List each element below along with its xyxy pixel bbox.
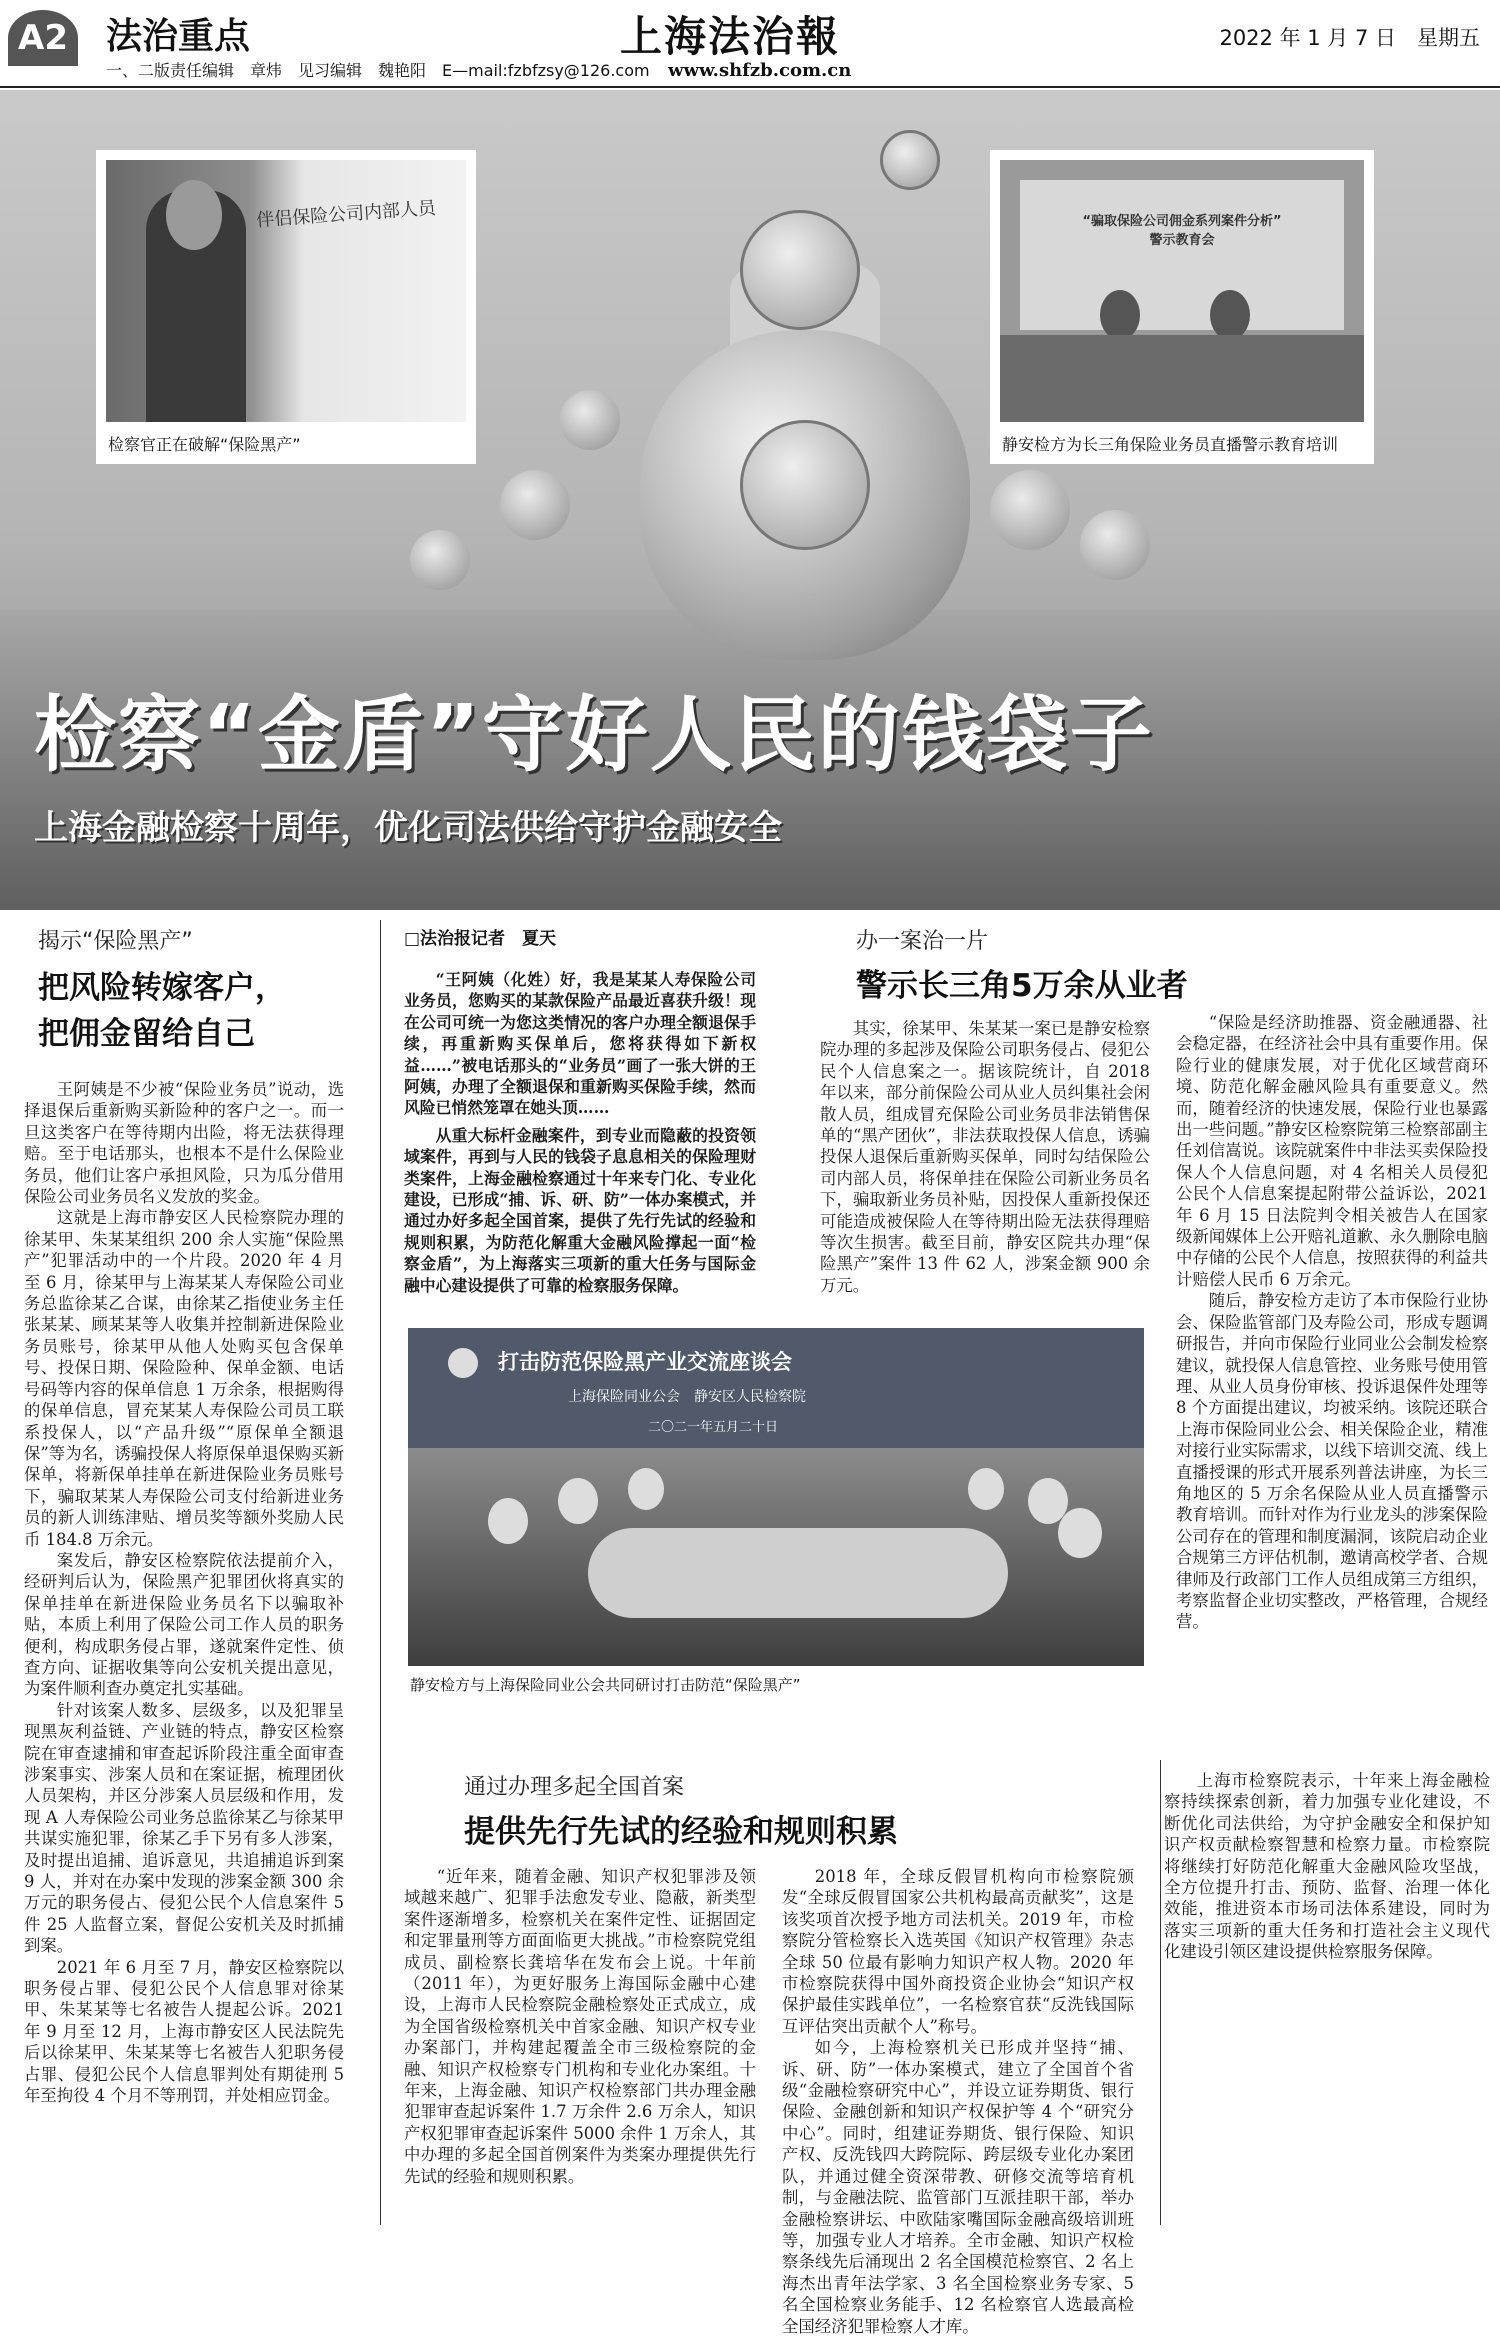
coin-icon [880,130,940,190]
article1-paragraph: 案发后，静安区检察院依法提前介入，经研判后认为，保险黑产犯罪团伙将真实的保单挂单在新进保险业务员名下以骗取补贴，本质上利用了保险公司工作人员的职务便利，构成职务侵占罪，遂就案件定性、侦查方向、证据收集等向公安机关提出意见，为案件顺利查办奠定扎实基础。 [24,1550,344,1699]
article1-paragraph: 2021 年 6 月至 7 月，静安区检察院以职务侵占罪、侵犯公民个人信息罪对徐某甲、朱某某等七名被告人提起公诉。2021 年 9 月至 12 月，上海市静安区人民法院先后以徐某甲、朱某某等七名被告人犯职务侵占罪、侵犯公民个人信息罪判处有期徒刑 5 年至拘役 4 个月不等刑罚，并处相应罚金。 [24,1957,344,2106]
column-rule [380,920,381,2225]
editors-line: 一、二版责任编辑 章炜 见习编辑 魏艳阳 E—mail:fzbfzsy@126.com [106,61,650,80]
article3-paragraph: 上海市检察院表示，十年来上海金融检察持续探索创新，着力加强专业化建设，不断优化司法供给，为守护金融安全和保护知识产权贡献检察智慧和检察力量。市检察院将继续打好防范化解重大金融风险攻坚战，全方位提升打击、预防、监督、治理一体化效能，推进资本市场司法体系建设，同时为落实三项新的重大任务和打造社会主义现代化建设引领区建设提供检察服务保障。 [1164,1771,1490,1962]
article1-paragraph: 这就是上海市静安区人民检察院办理的徐某甲、朱某某组织 200 余人实施“保险黑产”犯罪活动中的一个片段。2020 年 4 月至 6 月，徐某甲与上海某某人寿保险公司业务总监徐某乙合谋，由徐某乙指使业务主任张某某、顾某某等人收集并控制新进保险业务员账号，徐某甲从他人处购买包含保单号、投保日期、保险险种、保单金额、电话号码等内容的保单信息 1 万余条，根据购得的保单信息，冒充某某人寿保险公司员工联系投保人，以“产品升级”“原保单全额退保”等为名，诱骗投保人将原保单退保购买新保单，将新保单挂单在新进保险业务员账号下，骗取某某人寿保险公司支付给新进业务员的新人训练津贴、增员奖等额外奖励人民币 184.8 万余元。 [24,1208,344,1549]
hero-illustration [0,90,1500,890]
article1-paragraph: 王阿姨是不少被“保险业务员”说动，选择退保后重新购买新险种的客户之一。而一旦这类客户在等待期内出险，将无法获得理赔。至于电话那头，也根本不是什么保险业务员，他们让客户承担风险，只为瓜分借用保险公司业务员名义发放的奖金。 [24,1080,344,1207]
article3-paragraph: 2018 年，全球反假冒机构向市检察院颁发“全球反假冒国家公共机构最高贡献奖”，这是该奖项首次授予地方司法机关。2019 年，市检察院分管检察长入选英国《知识产权管理》杂志全球 50 位最有影响力知识产权人物。2020 年市检察院获得中国外商投资企业协会“知识产权保护最佳实践单位”，一名检察官获“反洗钱国际互评估突出贡献个人”称号。 [782,1867,1134,2036]
article3-title: 提供先行先试的经验和规则积累 [464,1814,898,1850]
article1-title-line1: 把风险转嫁客户， [38,970,286,1006]
article3-col-a [404,1866,756,2224]
seminar-banner-date: 二〇二一年五月二十日 [648,1420,779,1435]
article-insurance-blackmarket [24,924,344,2224]
photo-prosecutor [96,150,476,464]
article3-col-c [1164,1770,1490,2224]
column-rule [1160,1760,1161,2225]
article3-kicker: 通过办理多起全国首案 [464,1775,685,1800]
main-subhead: 上海金融检察十周年，优化司法供给守护金融安全 [34,808,782,848]
seminar-banner-sub: 上海保险同业公会 静安区人民检察院 [568,1389,806,1405]
publish-date: 2022 年 1 月 7 日 星期五 [1219,26,1480,50]
seminar-banner-title: 打击防范保险黑产业交流座谈会 [498,1350,792,1374]
section-name: 法治重点 [106,16,251,57]
article3-paragraph: “近年来，随着金融、知识产权犯罪涉及领域越来越广、犯罪手法愈发专业、隐蔽，新类型案件逐渐增多，检察机关在案件定性、证据固定和定罪量刑等方面面临更大挑战。”市检察院党组成员、副检察长龚培华在发布会上说。十年前（2011 年），为更好服务上海国际金融中心建设，上海市人民检察院金融检察处正式成立，成为全国省级检察机关中首家金融、知识产权专业办案部门，并构建起覆盖全市三级检察院的金融、知识产权检察专门机构和专业化办案组。十年来，上海金融、知识产权检察部门共办理金融犯罪审查起诉案件 1.7 万余件 2.6 万余人，知识产权犯罪审查起诉案件 5000 余件 1 万余人，其中办理的多起全国首例案件为类案办理提供先行先试的经验和规则积累。 [404,1867,756,2186]
article2-paragraph: 其实，徐某甲、朱某某一案已是静安检察院办理的多起涉及保险公司职务侵占、侵犯公民个人信息案之一。据该院统计，自 2018 年以来，部分前保险公司从业人员纠集社会闲散人员，组成冒充保险公司业务员非法销售保单的“黑产团伙”，非法获取投保人信息，诱骗投保人退保后重新购买保单，同时勾结保险公司内部人员，将保单挂在保险公司新业务员名下，骗取新业务员补贴，因投保人重新投保还可能造成被保险人在等待期出险无法获得理赔等次生损害。截至目前，静安区院共办理“保险黑产”案件 13 件 62 人，涉案金额 900 余万元。 [820,1019,1150,1295]
article3-paragraph: 如今，上海检察机关已形成并坚持“捕、诉、研、防”一体办案模式，建立了全国首个省级“金融检察研究中心”，并设立证券期货、银行保险、金融创新和知识产权保护等 4 个“研究分中心”。同时，组建证券期货、银行保险、知识产权、反洗钱四大跨院际、跨层级专业化办案团队，并通过健全资深带教、研修交流等培育机制，与金融法院、监管部门互派挂职干部，举办金融检察讲坛、中欧陆家嘴国际金融高级培训班等，加强专业人才培养。全市金融、知识产权检察条线先后涌现出 2 名全国模范检察官、2 名上海杰出青年法学家、3 名全国检察业务专家、5 名全国检察业务能手、12 名检察官人选最高检全国经济犯罪检察人才库。 [782,2038,1134,2336]
article1-kicker: 揭示“保险黑产” [38,929,193,954]
intro-paragraph: 从重大标杆金融案件，到专业而隐蔽的投资领域案件，再到与人民的钱袋子息息相关的保险理财类案件，上海金融检察通过十年来专门化、专业化建设，已形成“捕、诉、研、防”一体办案模式，并通过办好多起全国首案，提供了先行先试的经验和规则积累，为防范化解重大金融风险撑起一面“检察金盾”，为上海落实三项新的重大任务与国际金融中心建设提供了可靠的检察服务保障。 [404,1125,756,1295]
website-url: www.shfzb.com.cn [668,60,852,81]
article1-title-line2: 把佣金留给自己 [38,1016,255,1052]
article2-col-b [1176,1012,1488,1722]
photo-seminar [408,1328,1144,1666]
article2-paragraph: “保险是经济助推器、资金融通器、社会稳定器，在经济社会中具有重要作用。保险行业的健康发展，对于优化区域营商环境、防范化解金融风险具有重要意义。然而，随着经济的快速发展，保险行业也暴露出一些问题。”静安区检察院第三检察部副主任刘信嵩说。该院就案件中非法买卖保险投保人个人信息问题，对 4 名相关人员侵犯公民个人信息案提起附带公益诉讼，2021 年 6 月 15 日法院判令相关被告人在国家级新闻媒体上公开赔礼道歉、永久删除电脑中存储的公民个人信息，按照获得的利益共计赔偿人民币 6 万余元。 [1176,1013,1488,1289]
coin-icon [740,420,870,550]
article-intro [404,924,756,1304]
reporter-byline: □法治报记者 夏天 [404,929,557,949]
figure-icon [560,390,620,450]
photo-live-training [990,150,1374,464]
whiteboard-text: 伴侣保险公司内部人员 [255,197,437,232]
page-number: A2 [18,18,68,58]
seminar-caption: 静安检方与上海保险同业公会共同研讨打击防范“保险黑产” [410,1676,801,1694]
article3-header [404,1770,1144,1862]
photo-right-banner: “骗取保险公司佣金系列案件分析” 警示教育会 [1082,214,1282,248]
figure-icon [990,470,1070,550]
article2-kicker: 办一案治一片 [856,929,989,954]
article2-header [820,924,1320,1014]
figure-icon [1080,510,1150,580]
photo-left-caption: 检察官正在破解“保险黑产” [108,435,301,454]
article3-col-b [782,1866,1134,2336]
article2-paragraph: 随后，静安检方走访了本市保险行业协会、保险监管部门及寿险公司，形成专题调研报告，并向市保险行业同业公会制发检察建议，就投保人信息管控、业务账号使用管理、从业人员身份审核、投诉退保件处理等 8 个方面提出建议，均被采纳。该院还联合上海市保险同业公会、相关保险企业，精准对接行业实际需求，以线下培训交流、线上直播授课的形式开展系列普法讲座，为长三角地区的 5 万余名保险从业人员直播警示教育培训。而针对作为行业龙头的涉案保险公司存在的管理和制度漏洞，该院启动企业合规第三方评估机制，邀请高校学者、合规律师及行政部门工作人员组成第三方组织，考察监督企业切实整改，严格管理，合规经营。 [1176,1291,1488,1632]
intro-paragraph: “王阿姨（化姓）好，我是某某人寿保险公司业务员，您购买的某款保险产品最近喜获升级！现在公司可统一为您这类情况的客户办理全额退保手续，再重新购买保单后，您将获得如下新权益……”被电话那头的“业务员”画了一张大饼的王阿姨，办理了全额退保和重新购买保险手续，然而风险已悄然笼罩在她头顶…… [404,970,756,1118]
photo-right-caption: 静安检方为长三角保险业务员直播警示教育培训 [1002,435,1339,454]
article1-paragraph: 针对该案人数多、层级多，以及犯罪呈现黑灰利益链、产业链的特点，静安区检察院在审查逮捕和审查起诉阶段注重全面审查涉案事实、涉案人员和在案证据，梳理团伙人员架构，并区分涉案人员层级和作用，发现 A 人寿保险公司业务总监徐某乙与徐某甲共谋实施犯罪，徐某乙手下另有多人涉案，及时提出追捕、追诉意见，共追捕追诉到案 9 人，并对在办案中发现的涉案金额 300 余万元的职务侵占、侵犯公民个人信息案件 5 件 25 人监督立案，督促公安机关及时抓捕到案。 [24,1700,344,1956]
article2-title: 警示长三角5万余从业者 [856,968,1188,1004]
figure-icon [500,470,570,540]
newspaper-logo: 上海法治報 [620,12,841,61]
main-headline: 检察“金盾”守好人民的钱袋子 [34,688,1154,783]
coin-icon [740,210,860,330]
page-badge [8,10,86,60]
figure-icon [410,530,470,590]
masthead [0,0,1500,88]
